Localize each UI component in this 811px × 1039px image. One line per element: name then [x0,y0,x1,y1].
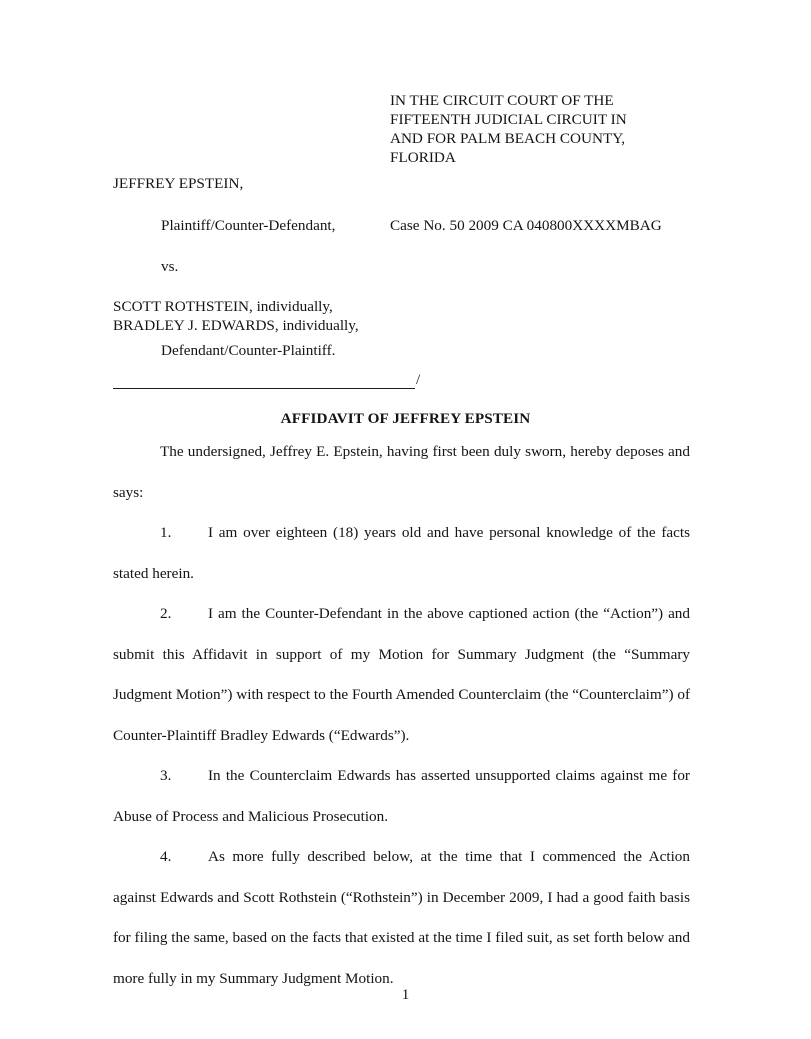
case-number: Case No. 50 2009 CA 040800XXXXMBAG [390,217,662,234]
document-title: AFFIDAVIT OF JEFFREY EPSTEIN [280,410,531,427]
defendant-role: Defendant/Counter-Plaintiff. [161,342,336,359]
paragraph-text: As more fully described below, at the time that I commenced the Action against Edwards and Scott Rothstein (“Rothstein”) in December 2009, I had a good faith basis for filing the same, based on the facts that existed at the time I filed suit, as set forth below and more fully in my Summary Judgment Motion. [113,848,690,987]
paragraph-number: 3. [160,767,172,784]
court-line: FIFTEENTH JUDICIAL CIRCUIT IN [390,111,627,128]
paragraph-number: 4. [160,848,172,865]
caption-divider-line [113,388,415,389]
numbered-paragraph-3 [113,756,690,837]
intro-paragraph [113,432,690,513]
defendant-line-2: BRADLEY J. EDWARDS, individually, [113,317,359,334]
court-line: IN THE CIRCUIT COURT OF THE [390,92,614,109]
paragraph-number: 1. [160,524,172,541]
versus-label: vs. [161,258,179,275]
paragraph-text: In the Counterclaim Edwards has asserted unsupported claims against me for Abuse of Process and Malicious Prosecution. [113,767,690,825]
paragraph-number: 2. [160,605,172,622]
plaintiff-name: JEFFREY EPSTEIN, [113,175,244,192]
plaintiff-role: Plaintiff/Counter-Defendant, [161,217,336,234]
court-heading [390,91,690,167]
court-line: AND FOR PALM BEACH COUNTY, [390,130,626,147]
defendant-line-1: SCOTT ROTHSTEIN, individually, [113,298,333,315]
paragraph-text: I am the Counter-Defendant in the above captioned action (the “Action”) and submit this Affidavit in support of my Motion for Summary Judgment (the “Summary Judgment Motion”) with respect to the Fourth Amended Counterclaim (the “Counterclaim”) of Counter-Plaintiff Bradley Edwards (“Edwards”). [113,605,690,744]
court-line: FLORIDA [390,149,456,166]
caption-slash: / [416,371,421,388]
intro-text: The undersigned, Jeffrey E. Epstein, having first been duly sworn, hereby deposes and says: [113,443,690,501]
numbered-paragraph-4 [113,837,690,999]
paragraph-text: I am over eighteen (18) years old and have personal knowledge of the facts stated herein. [113,524,690,582]
numbered-paragraph-2 [113,594,690,756]
numbered-paragraph-1 [113,513,690,594]
page-number: 1 [401,986,410,1003]
